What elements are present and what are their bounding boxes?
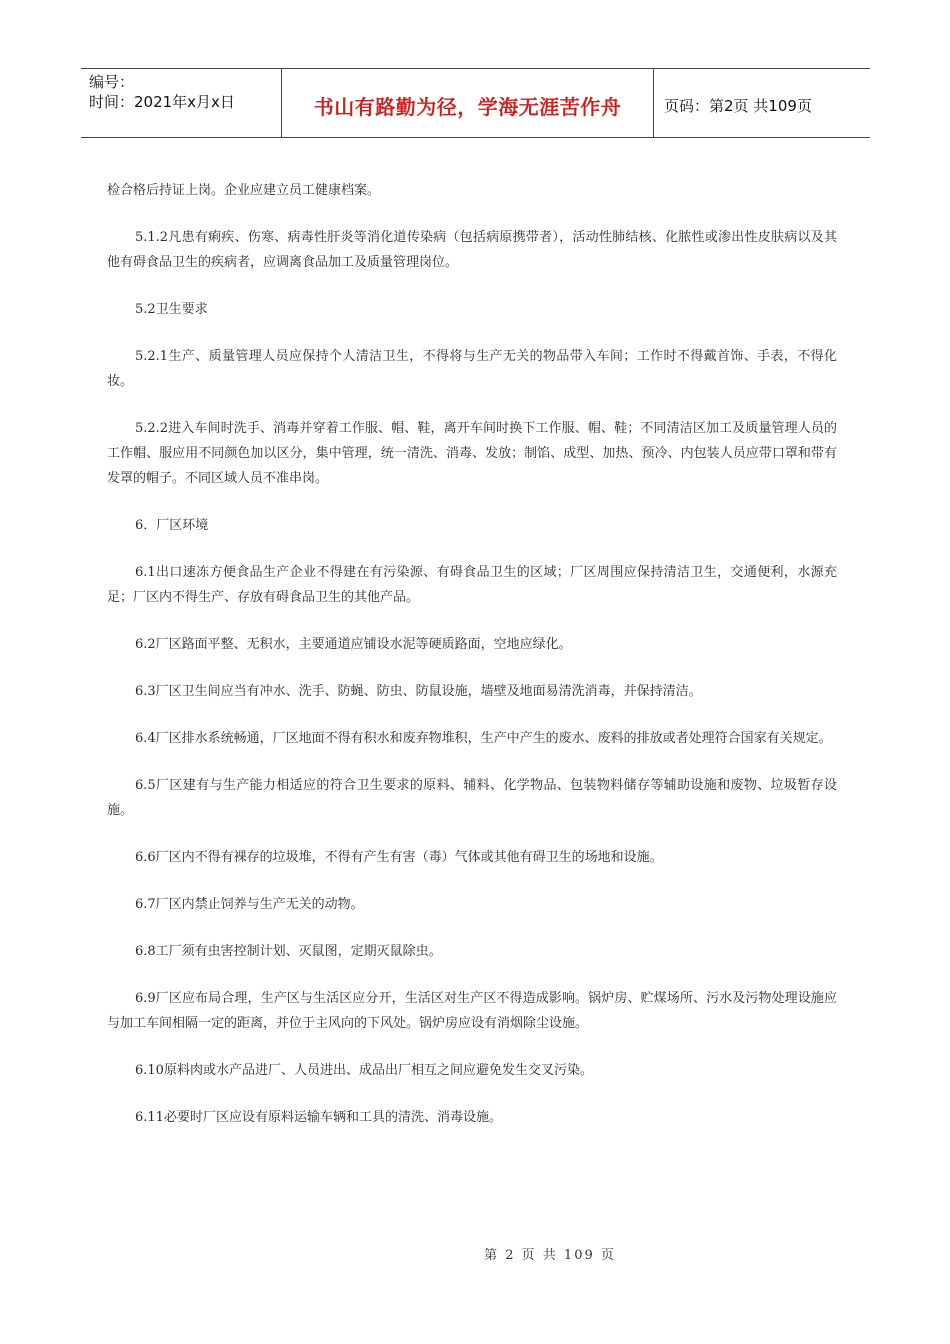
document-body xyxy=(107,178,837,1152)
paragraph: 6.4厂区排水系统畅通，厂区地面不得有积水和废弃物堆积，生产中产生的废水、废料的排放或者处理符合国家有关规定。 xyxy=(135,731,832,746)
footer-page-number: 第 2 页 共 109 页 xyxy=(484,1248,616,1263)
header-page-cell xyxy=(654,69,870,137)
paragraph: 6.9厂区应布局合理，生产区与生活区应分开，生活区对生产区不得造成影响。锅炉房、贮煤场所、污水及污物处理设施应与加工车间相隔一定的距离，并位于主风向的下风处。锅炉房应设有消烟除尘设施。 xyxy=(107,991,837,1031)
paragraph: 6.10原料肉或水产品进厂、人员进出、成品出厂相互之间应避免发生交叉污染。 xyxy=(135,1063,593,1078)
paragraph: 6.8工厂须有虫害控制计划、灭鼠图，定期灭鼠除虫。 xyxy=(135,944,442,959)
page-footer xyxy=(0,1244,950,1263)
paragraph: 检合格后持证上岗。企业应建立员工健康档案。 xyxy=(107,183,381,198)
paragraph: 6.3厂区卫生间应当有冲水、洗手、防蝇、防虫、防鼠设施，墙壁及地面易清洗消毒，并保持清洁。 xyxy=(135,684,702,699)
page-info: 页码：第2页 共109页 xyxy=(664,96,812,115)
paragraph: 6.1出口速冻方便食品生产企业不得建在有污染源、有碍食品卫生的区域；厂区周围应保持清洁卫生，交通便利，水源充足；厂区内不得生产、存放有碍食品卫生的其他产品。 xyxy=(107,565,837,605)
paragraph: 6.5厂区建有与生产能力相适应的符合卫生要求的原料、辅料、化学物品、包装物料储存等辅助设施和废物、垃圾暂存设施。 xyxy=(107,778,837,818)
motto-text: 书山有路勤为径，学海无涯苦作舟 xyxy=(313,94,622,119)
header-motto-cell xyxy=(282,69,654,137)
paragraph: 5.2.2进入车间时洗手、消毒并穿着工作服、帽、鞋，离开车间时换下工作服、帽、鞋；不同清洁区加工及质量管理人员的工作帽、服应用不同颜色加以区分，集中管理，统一清洗、消毒、发放；制馅、成型、加热、预冷、内包装人员应带口罩和带有发罩的帽子。不同区域人员不准串岗。 xyxy=(107,421,837,486)
number-label: 编号： xyxy=(89,73,135,91)
paragraph: 6.11必要时厂区应设有原料运输车辆和工具的清洗、消毒设施。 xyxy=(135,1110,502,1125)
section-heading: 5.2卫生要求 xyxy=(135,302,208,317)
header-meta-cell xyxy=(81,69,282,137)
page-header xyxy=(81,68,870,138)
paragraph: 5.1.2凡患有痢疾、伤寒、病毒性肝炎等消化道传染病（包括病原携带者），活动性肺结核、化脓性或渗出性皮肤病以及其他有碍食品卫生的疾病者，应调离食品加工及质量管理岗位。 xyxy=(107,230,837,270)
section-heading: 6．厂区环境 xyxy=(135,518,209,533)
time-label: 时间：2021年x月x日 xyxy=(89,93,235,111)
paragraph: 6.2厂区路面平整、无积水，主要通道应铺设水泥等硬质路面，空地应绿化。 xyxy=(135,637,572,652)
paragraph: 5.2.1生产、质量管理人员应保持个人清洁卫生，不得将与生产无关的物品带入车间；工作时不得戴首饰、手表，不得化妆。 xyxy=(107,349,837,389)
paragraph: 6.6厂区内不得有裸存的垃圾堆，不得有产生有害（毒）气体或其他有碍卫生的场地和设施。 xyxy=(135,850,663,865)
paragraph: 6.7厂区内禁止饲养与生产无关的动物。 xyxy=(135,897,364,912)
